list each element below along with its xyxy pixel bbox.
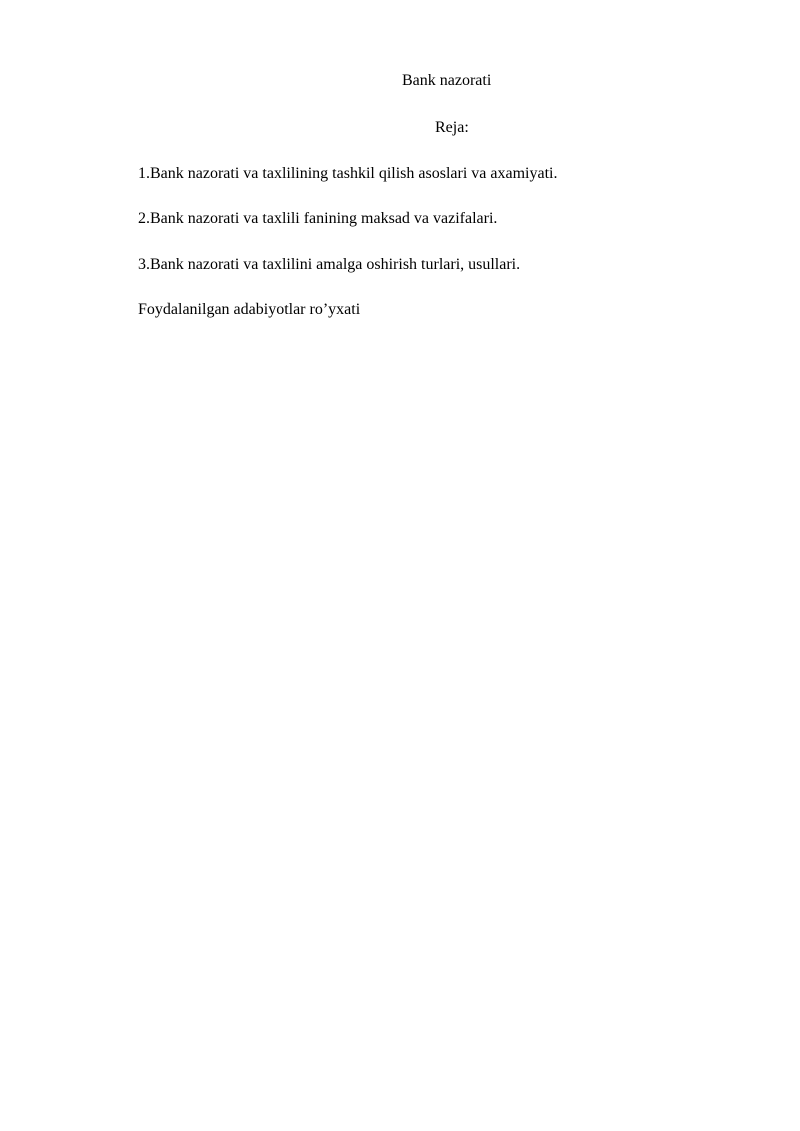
references-heading: Foydalanilgan adabiyotlar ro’yxati: [138, 301, 361, 318]
plan-heading: Reja:: [435, 119, 469, 136]
plan-item-2: 2.Bank nazorati va taxlili fanining maksad va vazifalari.: [138, 210, 498, 227]
plan-item-3: 3.Bank nazorati va taxlilini amalga oshirish turlari, usullari.: [138, 256, 521, 273]
plan-item-1: 1.Bank nazorati va taxlilining tashkil qilish asoslari va axamiyati.: [138, 165, 558, 182]
document-title: Bank nazorati: [402, 72, 492, 89]
